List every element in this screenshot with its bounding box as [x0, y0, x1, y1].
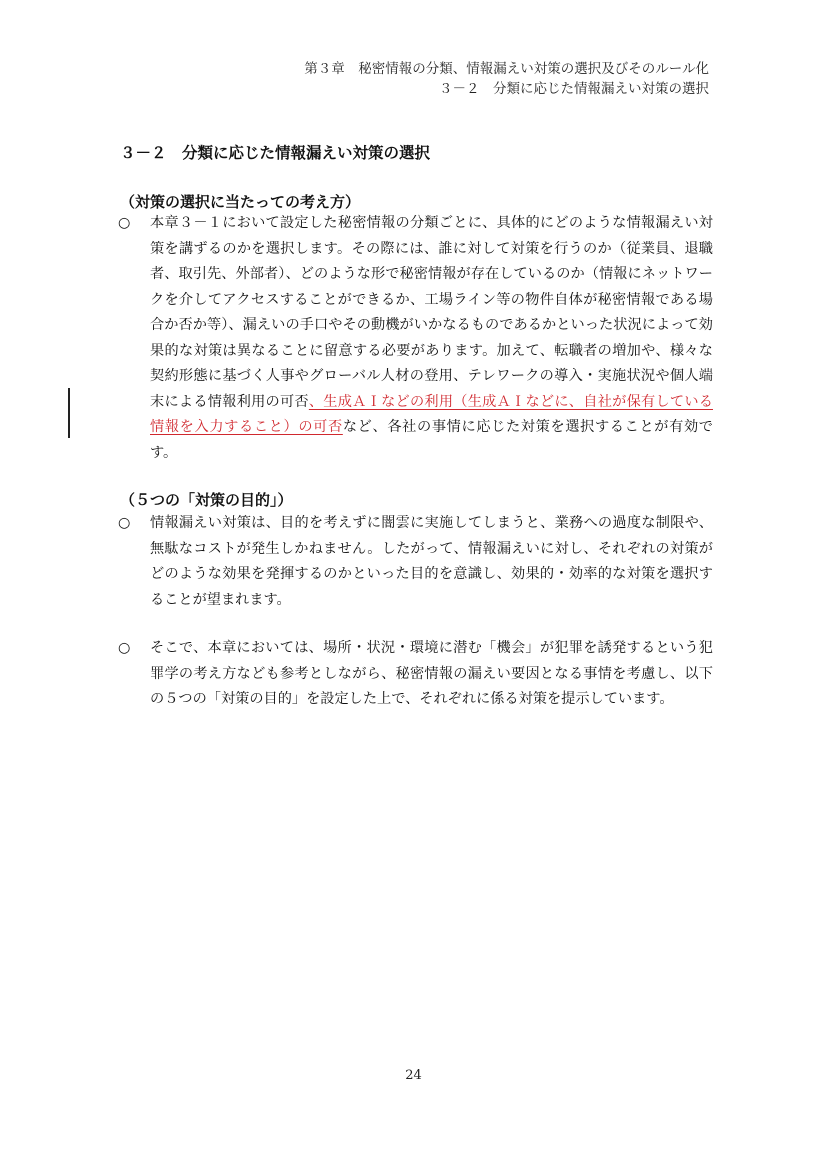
bullet-circle: ○ — [118, 215, 131, 231]
bullet-circle: ○ — [118, 640, 131, 656]
paragraph-text: 本章３－１において設定した秘密情報の分類ごとに、具体的にどのような情報漏えい対策を講ずるのかを選択します。その際には、誰に対して対策を行うのか（従業員、退職者、取引先、外部者）、どのような形で秘密情報が存在しているのか（情報にネットワークを介してアクセスすることができるか、工場ライン等の物件自体が秘密情報である場合か否か等）、漏えいの手口やその動機がいかなるものであるかといった状況によって効果的な対策は異なることに留意する必要があります。加えて、転職者の増加や、様々な契約形態に基づく人事やグローバル人材の登用、テレワークの導入・実施状況や個人端末による情報利用の可否 — [150, 215, 713, 410]
page-number: 24 — [405, 1068, 422, 1083]
revised-text: 、生成ＡＩなどの利用（生成ＡＩなどに、自社が保有している情報を入力すること）の可否 — [150, 393, 713, 435]
revision-change-bar — [68, 388, 70, 438]
subsection-title-approach: （対策の選択に当たっての考え方） — [120, 193, 361, 211]
subsection-title-purposes: （５つの「対策の目的」） — [120, 491, 293, 509]
section-title: ３－２ 分類に応じた情報漏えい対策の選択 — [120, 144, 431, 162]
paragraph-body: 情報漏えい対策は、目的を考えずに闇雲に実施してしまうと、業務への過度な制限や、無駄なコストが発生しかねません。したがって、情報漏えいに対し、それぞれの対策がどのような効果を発揮するのかといった目的を意識し、効果的・効率的な対策を選択することが望まれます。 — [150, 515, 713, 608]
paragraph-purposes-1 — [118, 511, 713, 613]
header-chapter-line: 第３章 秘密情報の分類、情報漏えい対策の選択及びそのルール化 — [304, 61, 709, 77]
header-section-line: ３－２ 分類に応じた情報漏えい対策の選択 — [439, 81, 709, 97]
paragraph-purposes-2 — [118, 636, 713, 713]
paragraph-body: そこで、本章においては、場所・状況・環境に潜む「機会」が犯罪を誘発するという犯罪学の考え方なども参考としながら、秘密情報の漏えい要因となる事情を考慮し、以下の５つの「対策の目的」を設定した上で、それぞれに係る対策を提示しています。 — [150, 640, 713, 707]
paragraph-approach — [118, 211, 713, 466]
bullet-circle: ○ — [118, 515, 131, 531]
running-header — [304, 59, 709, 99]
paragraph-body — [150, 211, 713, 466]
paragraph-text-end: など、各社の事情に応じた対策を選択することが有効です。 — [150, 419, 713, 461]
